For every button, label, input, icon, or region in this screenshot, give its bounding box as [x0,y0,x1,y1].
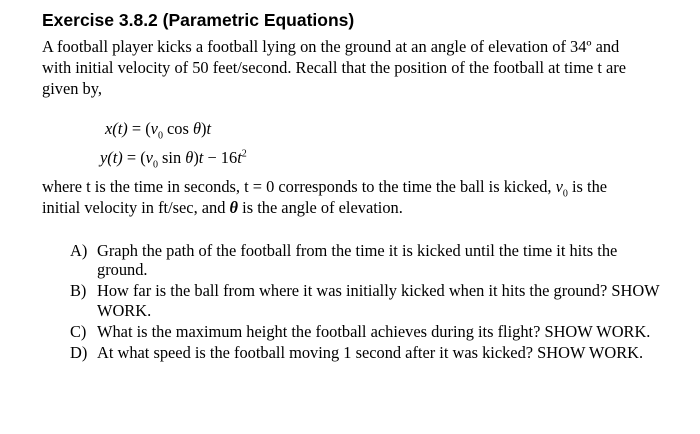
equation-x-fn: cos [162,119,193,138]
question-text: What is the maximum height the football achieves during its flight? SHOW WORK. [97,321,651,341]
question-text: How far is the ball from where it was initially kicked when it hits the ground? SHOW WORK. [97,281,660,320]
equation-x-t: t [206,119,212,138]
question-text: At what speed is the football moving 1 second after it was kicked? SHOW WORK. [97,343,644,363]
question-letter: A) [70,241,88,260]
question-item [70,322,670,341]
equation-y-fn: sin [157,148,186,167]
intro-line-3: given by, [42,79,102,98]
equation-y-v: v [145,148,153,167]
question-text: Graph the path of the football from the time it is kicked until the time it hits the ground. [97,241,618,280]
equation-y-sup: 2 [241,148,247,160]
questions-list [70,241,670,364]
equation-x-eq: = ( [127,119,151,138]
equation-x-sub: 0 [157,130,163,142]
equation-y-eq: = ( [122,148,146,167]
equation-x [105,118,211,140]
explanation-sub: 0 [562,188,568,200]
equation-y-sub: 0 [152,159,158,171]
equation-y-t: t [198,148,204,167]
explanation-paragraph [42,176,682,218]
explanation-part-1: where t is the time in seconds, t = 0 corresponds to the time the ball is kicked, [42,177,556,196]
equation-x-v: v [150,119,158,138]
explanation-part-2: is the [567,177,608,196]
question-item [70,343,670,362]
question-letter: C) [70,321,87,341]
equation-y-theta: θ [185,148,194,167]
question-letter: B) [70,281,87,301]
explanation-part-3: initial velocity in ft/sec, and [42,198,230,217]
equation-x-close: ) [201,119,207,138]
question-letter: D) [70,343,88,363]
intro-paragraph [42,36,682,99]
equation-x-lhs: x(t) [105,119,128,138]
question-item [70,241,670,279]
question-item [70,281,670,319]
equation-y-lhs: y(t) [100,148,123,167]
intro-line-2: with initial velocity of 50 feet/second. Recall that the position of the football at time t are [42,58,626,77]
equation-x-theta: θ [192,119,202,138]
explanation-theta: θ [229,198,239,217]
equation-y-close: ) [193,148,199,167]
exercise-title: Exercise 3.8.2 (Parametric Equations) [42,10,355,30]
explanation-part-4: is the angle of elevation. [238,198,403,217]
equation-y-minus: − 16 [203,148,238,167]
equation-y [100,147,247,169]
intro-line-1: A football player kicks a football lying on the ground at an angle of elevation of 34º and [42,37,620,56]
explanation-v: v [555,177,563,196]
equation-y-t2: t [237,148,242,167]
